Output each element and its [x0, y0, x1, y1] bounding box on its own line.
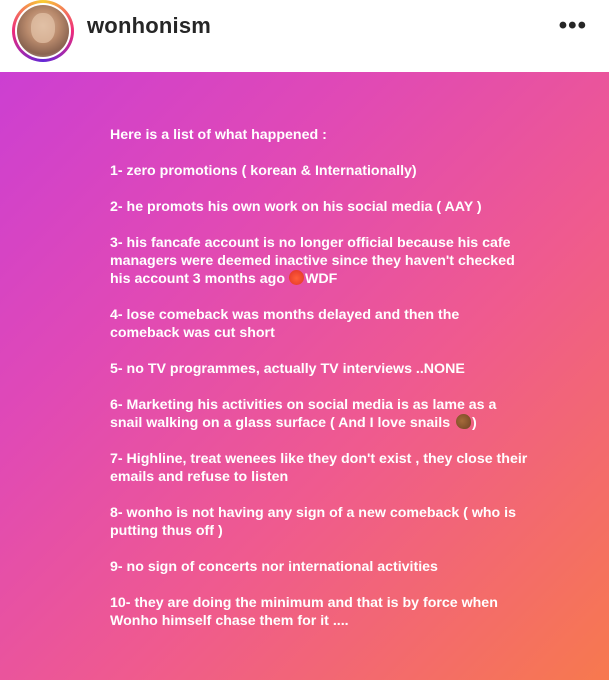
list-item: [110, 234, 530, 288]
post-header: [0, 0, 609, 72]
list-item: 2- he promots his own work on his social media ( AAY ): [110, 199, 482, 215]
avatar-frame: [15, 3, 71, 59]
list-item: 1- zero promotions ( korean & Internationally): [110, 163, 417, 179]
post-intro: Here is a list of what happened :: [110, 127, 327, 143]
list-item-suffix: WDF: [304, 271, 338, 287]
post-text-block: [110, 126, 530, 648]
list-item: 9- no sign of concerts nor international activities: [110, 559, 438, 575]
list-item: 7- Highline, treat wenees like they don't exist , they close their emails and refuse to listen: [110, 451, 528, 485]
list-item: 4- lose comeback was months delayed and then the comeback was cut short: [110, 307, 460, 341]
list-item: 10- they are doing the minimum and that is by force when Wonho himself chase them for it ....: [110, 595, 498, 629]
list-item-suffix: ): [472, 415, 477, 431]
list-item: 8- wonho is not having any sign of a new comeback ( who is putting thus off ): [110, 505, 516, 539]
post-image[interactable]: [0, 72, 609, 680]
angry-face-icon: [289, 270, 304, 285]
list-item-text: 6- Marketing his activities on social media is as lame as a snail walking on a glass surface ( And I love snails: [110, 397, 497, 431]
snail-icon: [456, 414, 471, 429]
avatar-story-ring[interactable]: [12, 0, 74, 62]
avatar[interactable]: [17, 5, 69, 57]
list-item: 5- no TV programmes, actually TV interviews ..NONE: [110, 361, 465, 377]
list-item-text: 3- his fancafe account is no longer official because his cafe managers were deemed inactive since they haven't checked his account 3 months ago: [110, 235, 515, 287]
username[interactable]: wonhonism: [87, 13, 212, 38]
more-options-icon[interactable]: •••: [558, 12, 587, 39]
list-item: [110, 396, 530, 432]
